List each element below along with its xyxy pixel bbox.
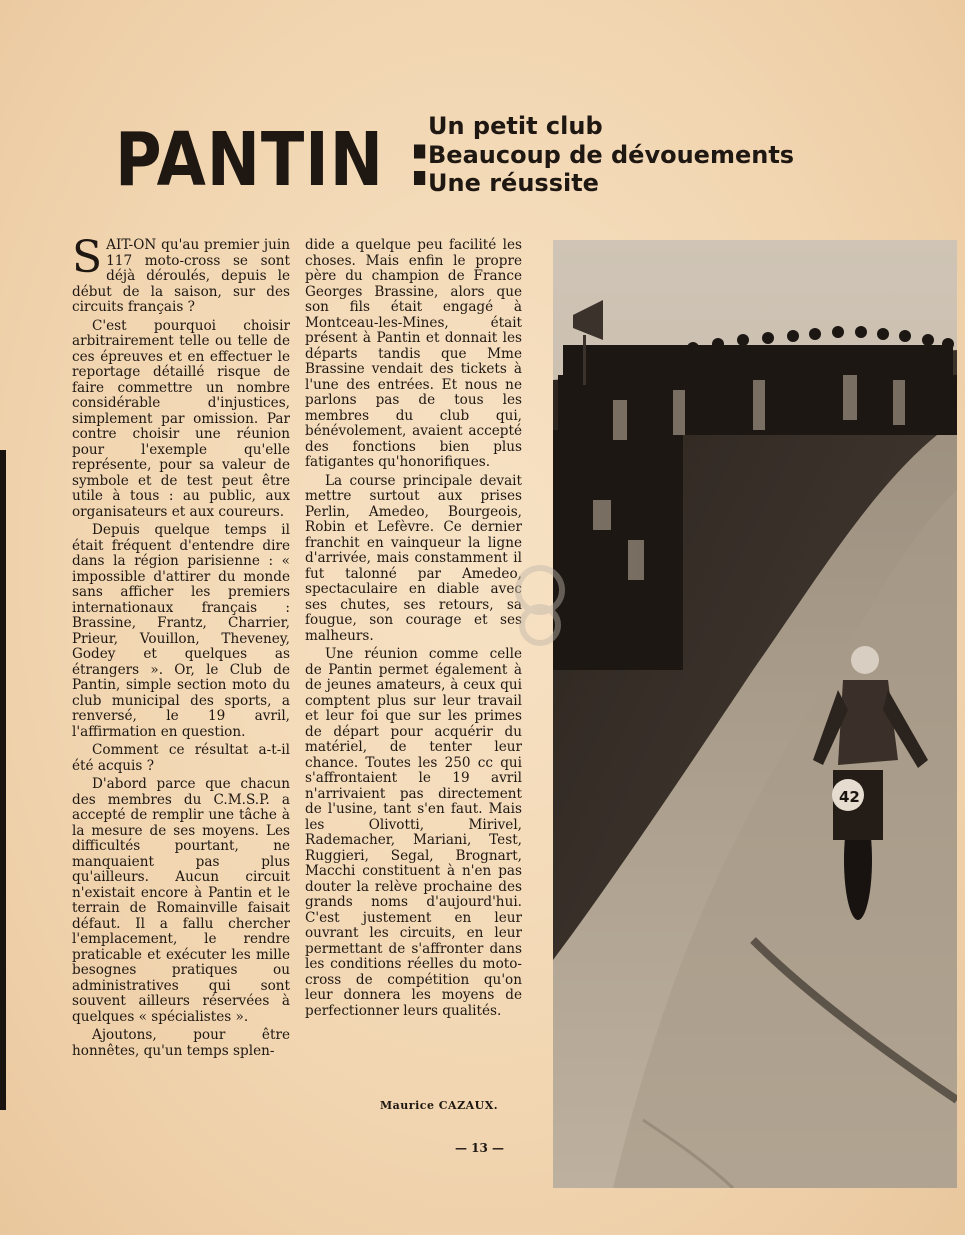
page-edge-shadow — [0, 450, 6, 1110]
article-column-1 — [72, 232, 290, 1062]
article-paragraph: Depuis quelque temps il était fréquent d'entendre dire dans la région parisienne : « impossible d'attirer du monde sans afficher les premiers internationaux français : Brassine, Frantz, Charrier, Prieur, Vouillon, Theveney, Godey et quelques as étrangers ». Or, le Club de Pantin, simple section moto du club municipal des sports, a renversé, le 19 avril, l'affirmation en question. — [72, 522, 290, 740]
article-paragraph: Comment ce résultat a-t-il été acquis ? — [72, 742, 290, 774]
article-paragraph: La course principale devait mettre surtout aux prises Perlin, Amedeo, Bourgeois, Robin et Lefèvre. Ce dernier franchit en vainqueur la ligne d'arrivée, mais constamment il fut talonné par Amedeo, spectaculaire en diable avec ses chutes, ses retours, sa fougue, son courage et ses malheurs. — [305, 472, 522, 644]
subtitle-line: Une réussite — [428, 169, 599, 197]
article-paragraph: Ajoutons, pour être honnêtes, qu'un temps splen- — [72, 1027, 290, 1059]
photo-illustration — [553, 240, 957, 1188]
rider-number: 42 — [839, 788, 860, 806]
article-paragraph: SAIT-ON qu'au premier juin 117 moto-cross se sont déjà déroulés, depuis le début de la saison, sur des circuits français ? — [72, 232, 290, 315]
headline-subtitle — [428, 112, 794, 198]
article-paragraph: C'est pourquoi choisir arbitrairement telle ou telle de ces épreuves et en effectuer le reportage détaillé risque de faire commettre un nombre considérable d'injustices, simplement par omission. Par contre choisir une réunion pour l'exemple qu'elle représente, pour sa valeur de symbole et de test peut être utile à tous : au public, aux organisateurs et aux coureurs. — [72, 317, 290, 520]
article-paragraph: Une réunion comme celle de Pantin permet également à de jeunes amateurs, à ceux qui comptent plus sur leur travail et leur foi que sur les primes de départ pour acquérir du matériel, de tenter leur chance. Toutes les 250 cc qui s'affrontaient le 19 avril n'arrivaient pas directement de l'usine, tant s'en faut. Mais les Olivotti, Mirivel, Rademacher, Mariani, Test, Ruggieri, Segal, Brognart, Macchi constituent à n'en pas douter la relève prochaine des grands noms d'aujourd'hui. C'est justement en leur ouvrant les circuits, en leur permettant de s'affronter dans les conditions réelles du moto-cross de compétition qu'on leur donnera les moyens de perfectionner leurs qualités. — [305, 646, 522, 1019]
drop-cap: S — [72, 232, 103, 283]
article-paragraph: dide a quelque peu facilité les choses. Mais enfin le propre père du champion de France Georges Brassine, alors que son fils était engagé à Montceau-les-Mines, était présent à Pantin et donnait les départs tandis que Mme Brassine vendait des tickets à l'une des entrées. Et nous ne parlons pas de tous les membres du club qui, bénévolement, avaient accepté des fonctions bien plus fatigantes qu'honorifiques. — [305, 237, 522, 470]
subtitle-line: Un petit club — [428, 112, 603, 140]
article-column-2 — [305, 238, 522, 1022]
motocross-photo — [553, 240, 957, 1188]
article-paragraph: D'abord parce que chacun des membres du C.M.S.P. a accepté de remplir une tâche à la mesure de ses moyens. Les difficultés pourtant, ne manquaient pas plus qu'ailleurs. Aucun circuit n'existait encore à Pantin et le terrain de Romainville faisait défaut. Il a fallu chercher l'emplacement, le rendre praticable et exécuter les mille besognes pratiques ou administratives qui sont souvent ailleurs réservées à quelques « spécialistes ». — [72, 776, 290, 1025]
watermark-logo — [510, 560, 570, 650]
author-signature: Maurice CAZAUX. — [380, 1099, 499, 1112]
page-number: — 13 — — [455, 1141, 505, 1155]
headline-title: PANTIN : — [115, 117, 434, 203]
subtitle-line: Beaucoup de dévouements — [428, 140, 795, 169]
